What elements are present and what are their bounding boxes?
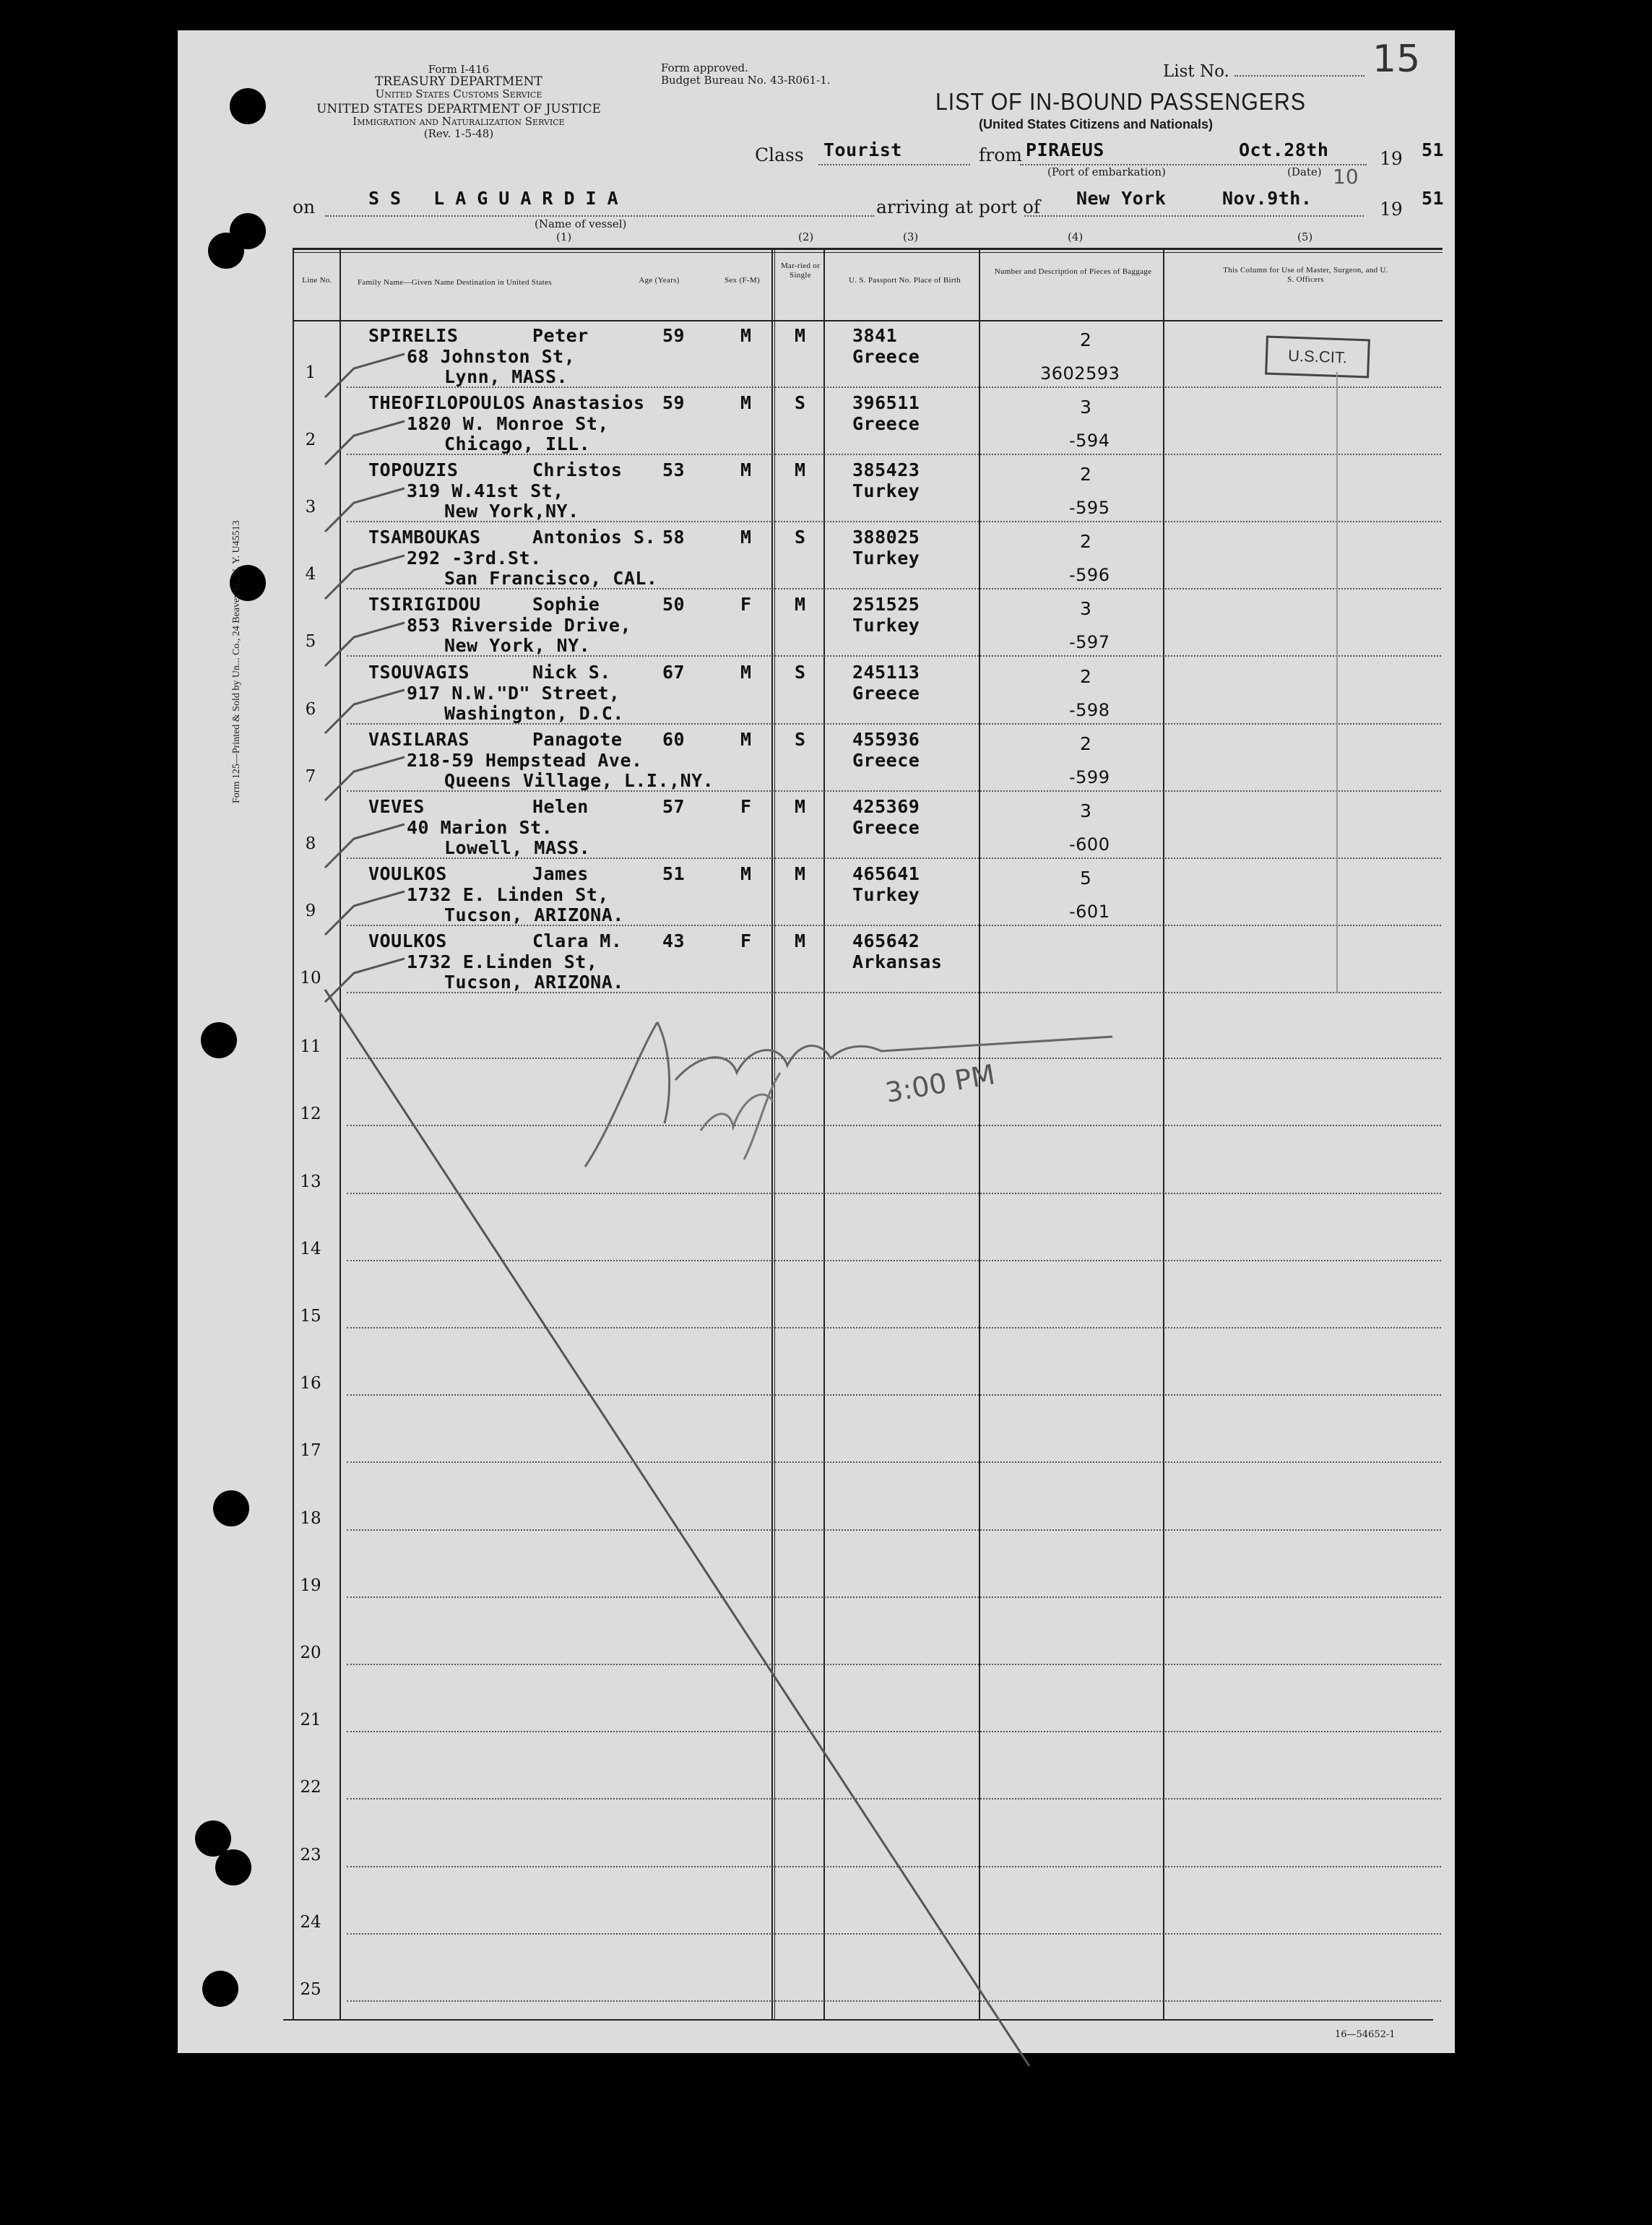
revision-label: (Rev. 1-5-48) xyxy=(423,127,494,140)
marital-status: S xyxy=(795,527,806,548)
on-label: on xyxy=(293,196,316,217)
table-row xyxy=(293,527,1448,594)
table-row xyxy=(293,594,1448,661)
row-dotted-line xyxy=(347,588,1441,589)
birthplace: Turkey xyxy=(852,615,920,636)
marital-status: M xyxy=(795,594,806,615)
baggage-note: -594 xyxy=(1069,431,1110,452)
table-row xyxy=(293,392,1448,459)
printer-note: Form 125—Printed & Sold by Un... Co., 24 Beaver St., N. Y. U45513 xyxy=(231,520,242,803)
diagonal-pencil-stroke xyxy=(318,982,1040,2081)
age-value: 43 xyxy=(662,930,686,951)
line-number: 24 xyxy=(300,1912,321,1932)
column-number: (1) xyxy=(556,230,572,243)
sex-value: M xyxy=(740,527,752,548)
row-dotted-line xyxy=(347,521,1441,522)
stamp-text: U.S.CIT. xyxy=(1287,346,1348,367)
address-city: Washington, D.C. xyxy=(444,702,624,724)
family-name: THEOFILOPOULOS xyxy=(368,392,526,414)
form-number: Form I-416 xyxy=(428,63,490,76)
year-value: 51 xyxy=(1422,188,1445,209)
line-number: 2 xyxy=(305,431,316,450)
vessel-caption: (Name of vessel) xyxy=(535,217,627,230)
address-street: 218-59 Hempstead Ave. xyxy=(407,749,643,771)
marital-status: S xyxy=(795,392,806,414)
binder-hole xyxy=(201,1022,237,1058)
family-name: TSAMBOUKAS xyxy=(368,527,481,548)
given-name: James xyxy=(532,863,589,884)
passport-number: 465642 xyxy=(852,930,920,951)
row-dotted-line xyxy=(347,386,1441,388)
column-number: (2) xyxy=(798,230,814,243)
from-label: from xyxy=(979,144,1022,165)
table-row xyxy=(293,459,1448,527)
header-line-no: Line No. xyxy=(302,276,332,285)
row-dotted-line xyxy=(347,723,1441,725)
line-number: 12 xyxy=(300,1105,321,1124)
baggage-count: 3 xyxy=(1080,598,1092,620)
age-value: 53 xyxy=(662,459,686,481)
age-value: 59 xyxy=(662,392,686,414)
baggage-note: -600 xyxy=(1069,834,1110,855)
sex-value: F xyxy=(740,930,752,951)
address-city: Queens Village, L.I.,NY. xyxy=(444,769,714,791)
embarkation-port: PIRAEUS xyxy=(1026,139,1104,160)
age-value: 58 xyxy=(662,527,686,548)
passport-number: 425369 xyxy=(852,795,920,817)
given-name: Antonios S. xyxy=(532,527,657,548)
marital-status: M xyxy=(795,930,806,951)
header-baggage: Number and Description of Pieces of Baggage xyxy=(994,267,1152,276)
form-subtitle: (United States Citizens and Nationals) xyxy=(979,117,1214,131)
table-row xyxy=(293,796,1448,863)
baggage-count: 2 xyxy=(1080,665,1092,687)
address-street: 292 -3rd.St. xyxy=(407,548,542,569)
line-number: 17 xyxy=(300,1441,321,1461)
given-name: Nick S. xyxy=(532,661,611,683)
given-name: Anastasios xyxy=(532,392,645,414)
passport-number: 396511 xyxy=(852,392,920,414)
age-value: 51 xyxy=(662,863,686,884)
address-street: 1732 E.Linden St, xyxy=(407,951,598,972)
passport-number: 455936 xyxy=(852,728,920,750)
baggage-count: 2 xyxy=(1080,531,1092,553)
form-title: LIST OF IN-BOUND PASSENGERS xyxy=(935,88,1306,115)
row-dotted-line xyxy=(347,857,1441,859)
baggage-count: 2 xyxy=(1080,733,1092,754)
baggage-count: 5 xyxy=(1080,867,1092,889)
family-name: TSIRIGIDOU xyxy=(368,594,481,615)
approval-note xyxy=(661,62,831,87)
address-city: New York,NY. xyxy=(444,501,579,522)
age-value: 60 xyxy=(662,728,686,750)
given-name: Christos xyxy=(532,459,623,481)
class-label: Class xyxy=(755,144,804,165)
family-name: VOULKOS xyxy=(368,930,447,951)
address-city: New York, NY. xyxy=(444,635,591,657)
line-number: 1 xyxy=(305,363,316,383)
baggage-note: -597 xyxy=(1069,632,1110,653)
given-name: Clara M. xyxy=(532,930,623,951)
justice-label: UNITED STATES DEPARTMENT OF JUSTICE xyxy=(316,102,601,116)
address-city: Tucson, ARIZONA. xyxy=(444,904,624,925)
baggage-note: -599 xyxy=(1069,766,1110,787)
line-number: 13 xyxy=(300,1172,321,1191)
list-number xyxy=(1163,62,1365,81)
marital-status: S xyxy=(795,661,806,683)
address-city: Lowell, MASS. xyxy=(444,837,591,858)
line-number: 6 xyxy=(305,699,316,719)
list-no-label: List No. xyxy=(1163,62,1229,81)
passport-number: 3841 xyxy=(852,325,898,346)
marital-status: M xyxy=(795,795,806,817)
baggage-note: -596 xyxy=(1069,565,1110,586)
table-row xyxy=(293,662,1448,729)
given-name: Helen xyxy=(532,795,589,817)
family-name: VOULKOS xyxy=(368,863,447,884)
date-caption: (Date) xyxy=(1287,165,1322,178)
passport-number: 465641 xyxy=(852,863,920,884)
line-number: 20 xyxy=(300,1643,321,1662)
column-number: (3) xyxy=(903,230,919,243)
arrival-dotted-line xyxy=(1024,215,1364,217)
address-street: 40 Marion St. xyxy=(407,816,553,838)
line-number: 21 xyxy=(300,1711,321,1730)
line-number: 7 xyxy=(305,766,316,786)
binder-hole xyxy=(208,233,244,269)
address-city: Chicago, ILL. xyxy=(444,433,591,455)
age-value: 50 xyxy=(662,594,686,615)
address-city: San Francisco, CAL. xyxy=(444,568,658,589)
address-street: 853 Riverside Drive, xyxy=(407,615,632,636)
row-dotted-line xyxy=(347,925,1441,926)
address-street: 1732 E. Linden St, xyxy=(407,883,609,905)
header-bottom-rule xyxy=(293,320,1443,321)
baggage-note: -601 xyxy=(1069,901,1110,922)
column-number: (5) xyxy=(1297,230,1313,243)
sex-value: M xyxy=(740,392,752,414)
address-city: Lynn, MASS. xyxy=(444,366,568,387)
arrival-date: Nov.9th. xyxy=(1222,188,1312,209)
budget-bureau: Budget Bureau No. 43-R061-1. xyxy=(661,74,831,87)
birthplace: Turkey xyxy=(852,883,920,905)
marital-status: S xyxy=(795,728,806,750)
marital-status: M xyxy=(795,863,806,884)
family-name: VEVES xyxy=(368,795,425,817)
line-number: 3 xyxy=(305,498,316,517)
baggage-note: -595 xyxy=(1069,498,1110,519)
sex-value: M xyxy=(740,661,752,683)
sex-value: F xyxy=(740,795,752,817)
ins-label: Immigration and Naturalization Service xyxy=(353,115,565,128)
marital-status: M xyxy=(795,459,806,481)
sex-value: F xyxy=(740,594,752,615)
line-number: 18 xyxy=(300,1508,321,1528)
binder-hole xyxy=(202,1971,238,2007)
passport-number: 251525 xyxy=(852,594,920,615)
table-row xyxy=(293,863,1448,930)
sex-value: M xyxy=(740,863,752,884)
table-top-rule xyxy=(293,248,1443,250)
line-number: 10 xyxy=(300,968,321,988)
table-top-rule-2 xyxy=(293,252,1443,253)
address-city: Tucson, ARIZONA. xyxy=(444,971,624,993)
birthplace: Turkey xyxy=(852,548,920,569)
class-dotted-line xyxy=(818,164,970,165)
class-value: Tourist xyxy=(823,139,902,160)
line-number: 19 xyxy=(300,1576,321,1595)
year-prefix: 19 xyxy=(1380,148,1403,169)
line-number: 5 xyxy=(305,632,316,652)
arrival-port: New York xyxy=(1076,188,1167,209)
sex-value: M xyxy=(740,728,752,750)
line-number: 14 xyxy=(300,1239,321,1258)
given-name: Sophie xyxy=(532,594,600,615)
year-prefix: 19 xyxy=(1380,199,1403,220)
birthplace: Greece xyxy=(852,816,920,838)
baggage-count: 3 xyxy=(1080,397,1092,418)
row-dotted-line xyxy=(347,454,1441,455)
header-married: Mar-ried or Single xyxy=(780,262,821,280)
baggage-count: 2 xyxy=(1080,464,1092,485)
table-row xyxy=(293,729,1448,796)
birthplace: Greece xyxy=(852,413,920,435)
family-name: VASILARAS xyxy=(368,728,470,750)
marital-status: M xyxy=(795,325,806,346)
binder-hole xyxy=(213,1490,249,1526)
vessel-dotted-line xyxy=(325,215,874,217)
given-name: Panagote xyxy=(532,728,623,750)
passport-number: 245113 xyxy=(852,661,920,683)
year-value: 51 xyxy=(1422,139,1445,160)
line-number: 16 xyxy=(300,1374,321,1394)
baggage-count: 3 xyxy=(1080,800,1092,821)
header-sex: Sex (F-M) xyxy=(725,276,760,285)
birthplace: Turkey xyxy=(852,480,920,502)
sex-value: M xyxy=(740,459,752,481)
birthplace: Greece xyxy=(852,682,920,704)
address-street: 68 Johnston St, xyxy=(407,346,576,367)
birthplace: Greece xyxy=(852,346,920,367)
family-name: TSOUVAGIS xyxy=(368,661,470,683)
passport-number: 385423 xyxy=(852,459,920,481)
line-number: 15 xyxy=(300,1306,321,1326)
address-street: 1820 W. Monroe St, xyxy=(407,413,609,435)
header-age: Age (Years) xyxy=(639,276,680,285)
line-number: 4 xyxy=(305,565,316,584)
treasury-label: TREASURY DEPARTMENT xyxy=(375,74,542,89)
us-citizen-stamp xyxy=(1265,336,1370,379)
given-name: Peter xyxy=(532,325,589,346)
passport-number: 388025 xyxy=(852,527,920,548)
pencil-time-note: 3:00 PM xyxy=(883,1058,998,1109)
column-number: (4) xyxy=(1068,230,1084,243)
row-dotted-line xyxy=(347,655,1441,657)
age-value: 57 xyxy=(662,795,686,817)
family-name: TOPOUZIS xyxy=(368,459,459,481)
binder-hole xyxy=(230,88,266,124)
embarkation-date: Oct.28th xyxy=(1239,139,1329,160)
line-number: 11 xyxy=(300,1037,321,1057)
birthplace: Arkansas xyxy=(852,951,943,972)
binder-hole xyxy=(215,1849,251,1885)
birthplace: Greece xyxy=(852,749,920,771)
header-officers: This Column for Use of Master, Surgeon, and U. S. Officers xyxy=(1223,266,1388,284)
pencil-check-marks xyxy=(303,340,433,1019)
line-number: 23 xyxy=(300,1845,321,1865)
family-name: SPIRELIS xyxy=(368,325,459,346)
agency-header xyxy=(285,64,632,140)
baggage-count: 2 xyxy=(1080,329,1092,350)
baggage-note: 3602593 xyxy=(1040,363,1120,384)
arriving-label: arriving at port of xyxy=(876,196,1041,217)
sex-value: M xyxy=(740,325,752,346)
row-dotted-line xyxy=(347,790,1441,792)
officer-column-mark xyxy=(1336,372,1338,993)
age-value: 59 xyxy=(662,325,686,346)
header-passport: U. S. Passport No. Place of Birth xyxy=(848,276,961,285)
line-number: 22 xyxy=(300,1778,321,1797)
customs-label: United States Customs Service xyxy=(375,87,542,100)
line-number: 25 xyxy=(300,1979,321,1999)
age-value: 67 xyxy=(662,661,686,683)
header-name: Family Name—Given Name Destination in United States xyxy=(358,278,552,287)
port-caption: (Port of embarkation) xyxy=(1047,165,1166,178)
address-street: 917 N.W."D" Street, xyxy=(407,682,620,704)
footer-code: 16—54652-1 xyxy=(1335,2029,1396,2040)
arrival-date-correction: 10 xyxy=(1333,165,1359,189)
form-approved: Form approved. xyxy=(661,61,748,74)
baggage-note: -598 xyxy=(1069,699,1110,720)
line-number: 9 xyxy=(305,901,316,920)
vessel-name: SS LAGUARDIA xyxy=(368,188,629,209)
list-number-value: 15 xyxy=(1372,38,1421,81)
address-street: 319 W.41st St, xyxy=(407,480,564,502)
line-number: 8 xyxy=(305,834,316,853)
